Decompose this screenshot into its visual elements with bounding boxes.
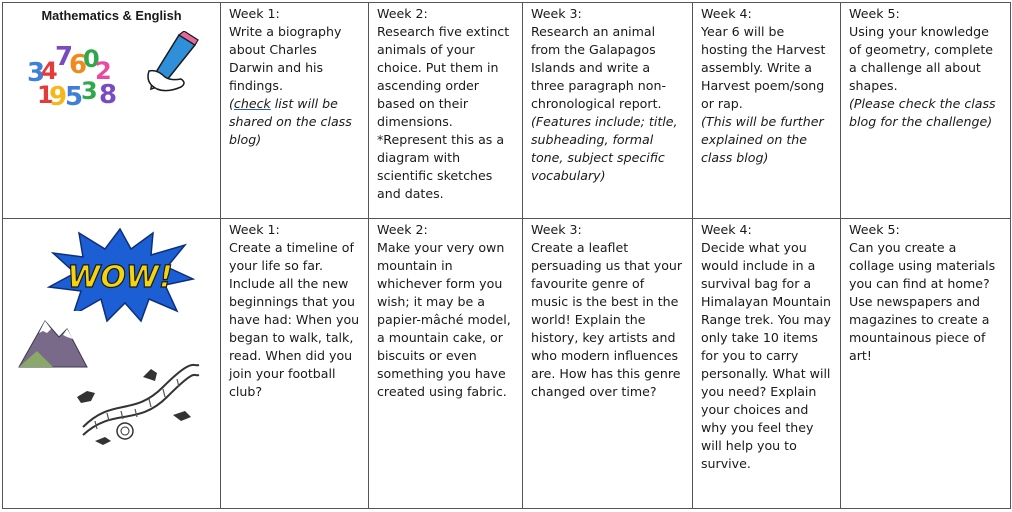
- svg-text:2: 2: [95, 57, 112, 85]
- task-text: *Represent this as a diagram with scientific sketches and dates.: [377, 132, 505, 201]
- week-label: Week 1:: [229, 6, 280, 21]
- task-cell: [523, 3, 693, 219]
- svg-text:7: 7: [55, 42, 74, 72]
- svg-text:6: 6: [69, 50, 88, 80]
- task-cell: [841, 3, 1011, 219]
- svg-text:3: 3: [27, 58, 46, 88]
- task-text: Make your very own mountain in whichever form you wish; it may be a papier-mâché model, a mountain cake, or biscuits or even something you have created using fabric.: [377, 240, 511, 399]
- task-text: Research an animal from the Galapagos Islands and write a three paragraph non-chronological report.: [531, 24, 667, 111]
- evolution-dna-icon: [73, 357, 203, 447]
- task-cell: [221, 219, 369, 509]
- task-text: Create a timeline of your life so far. Include all the new beginnings that you have had: When you began to walk, talk, read. When did you join your football club?: [229, 240, 360, 399]
- svg-text:1: 1: [37, 81, 54, 109]
- subject-title: Mathematics & English: [41, 8, 182, 23]
- numbers-clipart-icon: [23, 39, 123, 109]
- task-cell: [369, 3, 523, 219]
- task-note: (This will be further explained on the class blog): [701, 114, 824, 165]
- task-cell: [693, 3, 841, 219]
- task-note: (check list will be shared on the class blog): [229, 96, 352, 147]
- subject-cell: [3, 3, 221, 219]
- task-text: Create a leaflet persuading us that your favourite genre of music is the best in the world! Explain the history, key artists and who modern influences are. How has this genre changed over time?: [531, 240, 683, 399]
- svg-text:0: 0: [83, 45, 100, 73]
- task-note: (Please check the class blog for the challenge): [849, 96, 996, 129]
- task-cell: [523, 219, 693, 509]
- svg-text:5: 5: [65, 82, 84, 109]
- pencil-hand-icon: [143, 31, 203, 97]
- week-label: Week 3:: [531, 222, 582, 237]
- task-cell: [369, 219, 523, 509]
- task-text: Decide what you would include in a survival bag for a Himalayan Mountain Range trek. You may only take 10 items for you to carry personally. What will you need? Explain your choices and why you feel they will help you to survive.: [701, 240, 831, 471]
- task-cell: [693, 219, 841, 509]
- task-text: Write a biography about Charles Darwin and his findings.: [229, 24, 342, 93]
- subject-cell: [3, 219, 221, 509]
- svg-text:4: 4: [41, 57, 58, 85]
- task-text: Can you create a collage using materials you can find at home? Use newspapers and magazines to create a mountainous piece of art!: [849, 240, 996, 363]
- svg-text:8: 8: [99, 80, 118, 109]
- week-label: Week 3:: [531, 6, 582, 21]
- week-label: Week 1:: [229, 222, 280, 237]
- svg-text:3: 3: [81, 77, 98, 105]
- week-label: Week 4:: [701, 6, 752, 21]
- week-label: Week 5:: [849, 222, 900, 237]
- table-row: [3, 219, 1011, 509]
- week-label: Week 4:: [701, 222, 752, 237]
- task-cell: [841, 219, 1011, 509]
- task-text: Year 6 will be hosting the Harvest assembly. Write a Harvest poem/song or rap.: [701, 24, 826, 111]
- task-note: (Features include; title, subheading, formal tone, subject specific vocabulary): [531, 114, 678, 183]
- week-label: Week 2:: [377, 222, 428, 237]
- homework-grid: [2, 2, 1011, 509]
- wow-burst-icon: [45, 227, 195, 323]
- task-cell: [221, 3, 369, 219]
- task-text: Research five extinct animals of your choice. Put them in ascending order based on their dimensions.: [377, 24, 510, 129]
- wow-text: WOW!: [67, 260, 173, 295]
- table-row: [3, 3, 1011, 219]
- svg-text:9: 9: [49, 82, 68, 109]
- task-text: Using your knowledge of geometry, complete a challenge all about shapes.: [849, 24, 994, 93]
- week-label: Week 5:: [849, 6, 900, 21]
- week-label: Week 2:: [377, 6, 428, 21]
